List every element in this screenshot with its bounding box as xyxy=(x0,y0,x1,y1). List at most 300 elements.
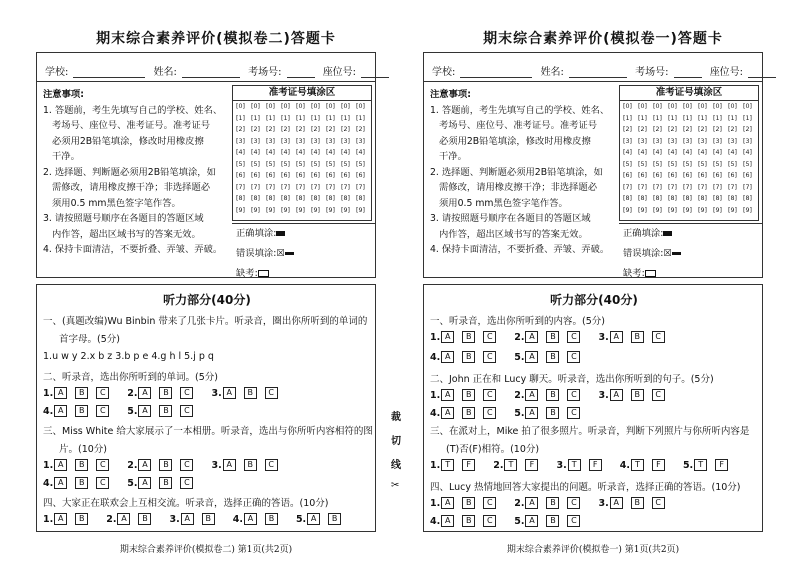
exam-digit-bubble[interactable]: [5] xyxy=(296,160,305,168)
question-number: 4. xyxy=(232,513,243,525)
option-bubble-c[interactable]: C xyxy=(96,387,109,399)
option-bubble-a[interactable]: A xyxy=(441,389,454,401)
exam-digit-bubble[interactable]: [0] xyxy=(341,103,350,110)
exam-digit-bubble[interactable]: [3] xyxy=(743,137,752,145)
exam-digit-bubble[interactable]: [2] xyxy=(668,126,677,133)
listening-title: 听力部分(40分) xyxy=(163,293,251,307)
exam-digit-bubble[interactable]: [8] xyxy=(311,195,320,202)
option-bubble-a[interactable]: A xyxy=(525,515,538,527)
option-bubble-a[interactable]: A xyxy=(54,459,67,471)
exam-digit-bubble[interactable]: [1] xyxy=(356,114,365,122)
exam-digit-bubble[interactable]: [1] xyxy=(251,114,260,122)
exam-digit-bubble[interactable]: [4] xyxy=(698,149,707,156)
answer-group xyxy=(430,407,504,419)
option-bubble-a[interactable]: A xyxy=(525,351,538,363)
exam-digit-bubble[interactable]: [1] xyxy=(266,114,275,122)
exam-digit-bubble[interactable]: [4] xyxy=(728,149,737,156)
option-bubble-c[interactable]: C xyxy=(96,477,109,489)
exam-digit-bubble[interactable]: [9] xyxy=(668,206,677,214)
exam-digit-bubble[interactable]: [2] xyxy=(638,126,647,133)
option-bubble-c[interactable]: C xyxy=(180,387,193,399)
exam-digit-bubble[interactable]: [0] xyxy=(326,103,335,110)
exam-digit-bubble[interactable]: [8] xyxy=(638,195,647,202)
exam-digit-bubble[interactable]: [8] xyxy=(683,195,692,202)
exam-digit-bubble[interactable]: [8] xyxy=(668,195,677,202)
exam-digit-bubble[interactable]: [7] xyxy=(281,183,290,191)
question-text: 一、(真题改编)Wu Binbin 带来了几张卡片。听录音，圈出你所听到的单词的 xyxy=(43,316,368,327)
exam-digit-bubble[interactable]: [6] xyxy=(638,172,647,179)
exam-digit-bubble[interactable]: [2] xyxy=(653,126,662,133)
option-bubble-b[interactable]: B xyxy=(75,459,88,471)
option-bubble-c[interactable]: C xyxy=(567,331,580,343)
exam-digit-bubble[interactable]: [5] xyxy=(326,160,335,168)
exam-digit-bubble[interactable]: [7] xyxy=(623,183,632,191)
exam-digit-bubble[interactable]: [5] xyxy=(653,160,662,168)
option-bubble-t[interactable]: T xyxy=(504,459,517,471)
exam-digit-bubble[interactable]: [1] xyxy=(638,114,647,122)
exam-digit-bubble[interactable]: [0] xyxy=(698,103,707,110)
exam-digit-bubble[interactable]: [1] xyxy=(296,114,305,122)
exam-digit-bubble[interactable]: [1] xyxy=(236,114,245,122)
option-bubble-a[interactable]: A xyxy=(223,387,236,399)
option-bubble-b[interactable]: B xyxy=(75,405,88,417)
option-bubble-c[interactable]: C xyxy=(265,459,278,471)
exam-digit-bubble[interactable]: [0] xyxy=(743,103,752,110)
exam-digit-bubble[interactable]: [3] xyxy=(326,137,335,145)
exam-digit-bubble[interactable]: [2] xyxy=(236,126,245,133)
name-field[interactable] xyxy=(569,67,627,78)
question-number: 4. xyxy=(43,477,54,489)
exam-digit-bubble[interactable]: [2] xyxy=(683,126,692,133)
exam-digit-bubble[interactable]: [6] xyxy=(356,172,365,179)
exam-digit-bubble[interactable]: [2] xyxy=(356,126,365,133)
option-bubble-a[interactable]: A xyxy=(138,459,151,471)
exam-digit-bubble[interactable]: [1] xyxy=(743,114,752,122)
option-bubble-b[interactable]: B xyxy=(631,331,644,343)
option-bubble-c[interactable]: C xyxy=(180,405,193,417)
exam-digit-bubble[interactable]: [7] xyxy=(698,183,707,191)
exam-digit-bubble[interactable]: [5] xyxy=(698,160,707,168)
option-bubble-a[interactable]: A xyxy=(138,477,151,489)
exam-digit-bubble[interactable]: [6] xyxy=(251,172,260,179)
school-field[interactable] xyxy=(73,67,145,78)
option-bubble-c[interactable]: C xyxy=(567,407,580,419)
exam-digit-bubble[interactable]: [1] xyxy=(653,114,662,122)
option-bubble-a[interactable]: A xyxy=(441,331,454,343)
exam-digit-bubble[interactable]: [9] xyxy=(728,206,737,214)
exam-digit-bubble[interactable]: [3] xyxy=(251,137,260,145)
exam-digit-bubble[interactable]: [4] xyxy=(623,149,632,156)
option-bubble-c[interactable]: C xyxy=(652,497,665,509)
exam-digit-bubble[interactable]: [3] xyxy=(296,137,305,145)
exam-digit-bubble[interactable]: [4] xyxy=(638,149,647,156)
option-bubble-b[interactable]: B xyxy=(546,331,559,343)
question-text: 一、听录音，选出你所听到的内容。(5分) xyxy=(430,316,605,327)
exam-digit-bubble[interactable]: [0] xyxy=(236,103,245,110)
exam-digit-bubble[interactable]: [3] xyxy=(266,137,275,145)
exam-digit-bubble[interactable]: [7] xyxy=(743,183,752,191)
option-bubble-f[interactable]: F xyxy=(715,459,728,471)
exam-digit-bubble[interactable]: [1] xyxy=(683,114,692,122)
option-bubble-b[interactable]: B xyxy=(546,407,559,419)
option-bubble-b[interactable]: B xyxy=(546,497,559,509)
option-bubble-c[interactable]: C xyxy=(180,477,193,489)
exam-digit-bubble[interactable]: [2] xyxy=(341,126,350,133)
exam-digit-bubble[interactable]: [0] xyxy=(281,103,290,110)
exam-digit-bubble[interactable]: [1] xyxy=(713,114,722,122)
exam-digit-bubble[interactable]: [8] xyxy=(326,195,335,202)
exam-digit-bubble[interactable]: [3] xyxy=(668,137,677,145)
exam-digit-bubble[interactable]: [8] xyxy=(236,195,245,202)
exam-digit-bubble[interactable]: [6] xyxy=(668,172,677,179)
exam-digit-bubble[interactable]: [2] xyxy=(266,126,275,133)
exam-digit-bubble[interactable]: [9] xyxy=(623,206,632,214)
exam-digit-bubble[interactable]: [5] xyxy=(341,160,350,168)
exam-digit-bubble[interactable]: [1] xyxy=(668,114,677,122)
exam-digit-bubble[interactable]: [1] xyxy=(281,114,290,122)
exam-digit-bubble[interactable]: [5] xyxy=(266,160,275,168)
option-bubble-c[interactable]: C xyxy=(483,407,496,419)
exam-digit-bubble[interactable]: [4] xyxy=(251,149,260,156)
exam-digit-bubble[interactable]: [6] xyxy=(713,172,722,179)
room-field[interactable] xyxy=(287,67,315,78)
exam-digit-bubble[interactable]: [4] xyxy=(281,149,290,156)
exam-digit-bubble[interactable]: [9] xyxy=(698,206,707,214)
exam-digit-bubble[interactable]: [6] xyxy=(698,172,707,179)
exam-digit-bubble[interactable]: [6] xyxy=(728,172,737,179)
option-bubble-b[interactable]: B xyxy=(462,351,475,363)
exam-digit-bubble[interactable]: [9] xyxy=(341,206,350,214)
exam-digit-bubble[interactable]: [6] xyxy=(281,172,290,179)
option-bubble-a[interactable]: A xyxy=(525,497,538,509)
option-bubble-a[interactable]: A xyxy=(54,513,67,525)
exam-digit-bubble[interactable]: [2] xyxy=(281,126,290,133)
option-bubble-f[interactable]: F xyxy=(525,459,538,471)
option-bubble-b[interactable]: B xyxy=(159,405,172,417)
seat-field[interactable] xyxy=(748,67,776,78)
exam-digit-bubble[interactable]: [4] xyxy=(713,149,722,156)
option-bubble-c[interactable]: C xyxy=(483,331,496,343)
exam-digit-bubble[interactable]: [3] xyxy=(341,137,350,145)
absent-box[interactable] xyxy=(258,270,269,277)
exam-digit-bubble[interactable]: [7] xyxy=(728,183,737,191)
exam-digit-bubble[interactable]: [2] xyxy=(728,126,737,133)
exam-digit-bubble[interactable]: [5] xyxy=(743,160,752,168)
exam-digit-bubble[interactable]: [7] xyxy=(683,183,692,191)
exam-digit-bubble[interactable]: [5] xyxy=(236,160,245,168)
exam-digit-bubble[interactable]: [7] xyxy=(713,183,722,191)
exam-digit-bubble[interactable]: [8] xyxy=(356,195,365,202)
option-bubble-b[interactable]: B xyxy=(462,407,475,419)
option-bubble-a[interactable]: A xyxy=(223,459,236,471)
option-bubble-b[interactable]: B xyxy=(328,513,341,525)
option-bubble-t[interactable]: T xyxy=(568,459,581,471)
exam-digit-bubble[interactable]: [7] xyxy=(356,183,365,191)
exam-digit-bubble[interactable]: [9] xyxy=(638,206,647,214)
exam-digit-bubble[interactable]: [0] xyxy=(668,103,677,110)
option-bubble-c[interactable]: C xyxy=(567,389,580,401)
option-bubble-a[interactable]: A xyxy=(181,513,194,525)
answer-group xyxy=(211,387,285,399)
exam-digit-bubble[interactable]: [7] xyxy=(638,183,647,191)
exam-digit-bubble[interactable]: [9] xyxy=(311,206,320,214)
option-bubble-b[interactable]: B xyxy=(546,351,559,363)
option-bubble-c[interactable]: C xyxy=(96,459,109,471)
question-number: 4. xyxy=(430,407,441,419)
option-bubble-a[interactable]: A xyxy=(525,389,538,401)
exam-digit-bubble[interactable]: [7] xyxy=(341,183,350,191)
exam-digit-bubble[interactable]: [4] xyxy=(356,149,365,156)
exam-digit-bubble[interactable]: [6] xyxy=(236,172,245,179)
exam-digit-bubble[interactable]: [4] xyxy=(296,149,305,156)
exam-digit-bubble[interactable]: [8] xyxy=(713,195,722,202)
exam-digit-bubble[interactable]: [2] xyxy=(713,126,722,133)
exam-digit-bubble[interactable]: [6] xyxy=(743,172,752,179)
option-bubble-c[interactable]: C xyxy=(96,405,109,417)
option-bubble-c[interactable]: C xyxy=(567,497,580,509)
exam-digit-bubble[interactable]: [3] xyxy=(623,137,632,145)
exam-digit-bubble[interactable]: [5] xyxy=(683,160,692,168)
option-bubble-b[interactable]: B xyxy=(631,497,644,509)
option-bubble-b[interactable]: B xyxy=(244,387,257,399)
page-footer: 期末综合素养评价(模拟卷二) 第1页(共2页) xyxy=(119,545,293,555)
exam-digit-bubble[interactable]: [9] xyxy=(743,206,752,214)
exam-digit-bubble[interactable]: [0] xyxy=(251,103,260,110)
option-bubble-b[interactable]: B xyxy=(462,331,475,343)
option-bubble-b[interactable]: B xyxy=(159,387,172,399)
exam-digit-bubble[interactable]: [4] xyxy=(653,149,662,156)
exam-digit-bubble[interactable]: [7] xyxy=(311,183,320,191)
exam-digit-bubble[interactable]: [0] xyxy=(311,103,320,110)
exam-digit-bubble[interactable]: [3] xyxy=(683,137,692,145)
option-bubble-c[interactable]: C xyxy=(483,497,496,509)
exam-digit-bubble[interactable]: [6] xyxy=(683,172,692,179)
option-bubble-b[interactable]: B xyxy=(75,513,88,525)
option-bubble-a[interactable]: A xyxy=(610,389,623,401)
exam-digit-bubble[interactable]: [6] xyxy=(653,172,662,179)
option-bubble-c[interactable]: C xyxy=(483,351,496,363)
option-bubble-b[interactable]: B xyxy=(75,477,88,489)
exam-digit-bubble[interactable]: [2] xyxy=(623,126,632,133)
option-bubble-b[interactable]: B xyxy=(462,389,475,401)
exam-digit-bubble[interactable]: [0] xyxy=(653,103,662,110)
exam-digit-bubble[interactable]: [7] xyxy=(236,183,245,191)
exam-digit-bubble[interactable]: [6] xyxy=(311,172,320,179)
option-bubble-a[interactable]: A xyxy=(441,497,454,509)
option-bubble-a[interactable]: A xyxy=(525,331,538,343)
exam-digit-bubble[interactable]: [8] xyxy=(266,195,275,202)
option-bubble-a[interactable]: A xyxy=(138,405,151,417)
exam-digit-bubble[interactable]: [1] xyxy=(698,114,707,122)
option-bubble-b[interactable]: B xyxy=(75,387,88,399)
option-bubble-f[interactable]: F xyxy=(462,459,475,471)
option-bubble-b[interactable]: B xyxy=(462,497,475,509)
option-bubble-a[interactable]: A xyxy=(441,351,454,363)
option-bubble-a[interactable]: A xyxy=(117,513,130,525)
option-bubble-c[interactable]: C xyxy=(652,389,665,401)
option-bubble-f[interactable]: F xyxy=(589,459,602,471)
exam-number-bubbles[interactable] xyxy=(620,100,758,220)
seat-field[interactable] xyxy=(361,67,389,78)
exam-digit-bubble[interactable]: [4] xyxy=(341,149,350,156)
exam-digit-bubble[interactable]: [4] xyxy=(668,149,677,156)
option-bubble-a[interactable]: A xyxy=(610,331,623,343)
exam-digit-bubble[interactable]: [7] xyxy=(251,183,260,191)
exam-digit-bubble[interactable]: [3] xyxy=(281,137,290,145)
exam-digit-bubble[interactable]: [8] xyxy=(743,195,752,202)
option-bubble-t[interactable]: T xyxy=(694,459,707,471)
exam-digit-bubble[interactable]: [6] xyxy=(623,172,632,179)
exam-digit-bubble[interactable]: [9] xyxy=(296,206,305,214)
option-bubble-a[interactable]: A xyxy=(54,387,67,399)
exam-digit-bubble[interactable]: [0] xyxy=(266,103,275,110)
exam-digit-bubble[interactable]: [5] xyxy=(281,160,290,168)
exam-digit-bubble[interactable]: [9] xyxy=(653,206,662,214)
exam-digit-bubble[interactable]: [2] xyxy=(296,126,305,133)
exam-digit-bubble[interactable]: [4] xyxy=(236,149,245,156)
exam-digit-bubble[interactable]: [3] xyxy=(638,137,647,145)
exam-digit-bubble[interactable]: [6] xyxy=(326,172,335,179)
option-bubble-a[interactable]: A xyxy=(54,405,67,417)
exam-digit-bubble[interactable]: [3] xyxy=(236,137,245,145)
option-bubble-b[interactable]: B xyxy=(546,515,559,527)
exam-digit-bubble[interactable]: [4] xyxy=(326,149,335,156)
exam-digit-bubble[interactable]: [3] xyxy=(311,137,320,145)
option-bubble-a[interactable]: A xyxy=(138,387,151,399)
exam-digit-bubble[interactable]: [9] xyxy=(356,206,365,214)
option-bubble-c[interactable]: C xyxy=(652,331,665,343)
exam-digit-bubble[interactable]: [0] xyxy=(683,103,692,110)
option-bubble-b[interactable]: B xyxy=(138,513,151,525)
option-bubble-a[interactable]: A xyxy=(525,407,538,419)
exam-digit-bubble[interactable]: [7] xyxy=(653,183,662,191)
exam-digit-bubble[interactable]: [7] xyxy=(326,183,335,191)
option-bubble-t[interactable]: T xyxy=(631,459,644,471)
exam-digit-bubble[interactable]: [0] xyxy=(623,103,632,110)
exam-digit-bubble[interactable]: [8] xyxy=(623,195,632,202)
exam-digit-bubble[interactable]: [9] xyxy=(251,206,260,214)
option-bubble-b[interactable]: B xyxy=(631,389,644,401)
exam-digit-bubble[interactable]: [8] xyxy=(653,195,662,202)
exam-digit-bubble[interactable]: [9] xyxy=(713,206,722,214)
exam-digit-bubble[interactable]: [9] xyxy=(683,206,692,214)
exam-digit-bubble[interactable]: [0] xyxy=(356,103,365,110)
exam-digit-bubble[interactable]: [5] xyxy=(623,160,632,168)
exam-digit-bubble[interactable]: [6] xyxy=(266,172,275,179)
exam-digit-bubble[interactable]: [5] xyxy=(356,160,365,168)
option-bubble-b[interactable]: B xyxy=(159,459,172,471)
exam-digit-bubble[interactable]: [3] xyxy=(713,137,722,145)
exam-digit-bubble[interactable]: [7] xyxy=(668,183,677,191)
exam-digit-bubble[interactable]: [8] xyxy=(251,195,260,202)
exam-digit-bubble[interactable]: [4] xyxy=(743,149,752,156)
exam-digit-bubble[interactable]: [1] xyxy=(326,114,335,122)
option-bubble-c[interactable]: C xyxy=(567,515,580,527)
exam-digit-bubble[interactable]: [0] xyxy=(713,103,722,110)
exam-digit-bubble[interactable]: [2] xyxy=(311,126,320,133)
exam-digit-bubble[interactable]: [3] xyxy=(728,137,737,145)
exam-digit-bubble[interactable]: [1] xyxy=(623,114,632,122)
exam-digit-bubble[interactable]: [8] xyxy=(296,195,305,202)
exam-digit-bubble[interactable]: [9] xyxy=(236,206,245,214)
exam-digit-bubble[interactable]: [6] xyxy=(341,172,350,179)
exam-digit-bubble[interactable]: [1] xyxy=(728,114,737,122)
option-bubble-b[interactable]: B xyxy=(159,477,172,489)
exam-digit-bubble[interactable]: [2] xyxy=(698,126,707,133)
exam-digit-bubble[interactable]: [4] xyxy=(266,149,275,156)
exam-digit-bubble[interactable]: [5] xyxy=(251,160,260,168)
exam-digit-bubble[interactable]: [2] xyxy=(743,126,752,133)
exam-digit-bubble[interactable]: [1] xyxy=(311,114,320,122)
absent-box[interactable] xyxy=(645,270,656,277)
exam-digit-bubble[interactable]: [7] xyxy=(296,183,305,191)
notice-item: 考场号、座位号、准考证号。准考证号 xyxy=(439,120,598,131)
exam-digit-bubble[interactable]: [5] xyxy=(713,160,722,168)
option-bubble-a[interactable]: A xyxy=(244,513,257,525)
exam-digit-bubble[interactable]: [1] xyxy=(341,114,350,122)
room-field[interactable] xyxy=(674,67,702,78)
option-bubble-f[interactable]: F xyxy=(652,459,665,471)
option-bubble-a[interactable]: A xyxy=(54,477,67,489)
exam-digit-bubble[interactable]: [4] xyxy=(311,149,320,156)
exam-digit-bubble[interactable]: [8] xyxy=(698,195,707,202)
option-bubble-c[interactable]: C xyxy=(180,459,193,471)
option-bubble-c[interactable]: C xyxy=(265,387,278,399)
exam-digit-bubble[interactable]: [4] xyxy=(683,149,692,156)
name-field[interactable] xyxy=(182,67,240,78)
school-field[interactable] xyxy=(460,67,532,78)
exam-digit-bubble[interactable]: [2] xyxy=(326,126,335,133)
option-bubble-b[interactable]: B xyxy=(546,389,559,401)
exam-digit-bubble[interactable]: [9] xyxy=(326,206,335,214)
option-bubble-c[interactable]: C xyxy=(567,351,580,363)
exam-digit-bubble[interactable]: [9] xyxy=(281,206,290,214)
option-bubble-a[interactable]: A xyxy=(441,515,454,527)
option-bubble-c[interactable]: C xyxy=(483,515,496,527)
exam-digit-bubble[interactable]: [9] xyxy=(266,206,275,214)
notice xyxy=(43,87,233,258)
exam-digit-bubble[interactable]: [3] xyxy=(653,137,662,145)
exam-digit-bubble[interactable]: [8] xyxy=(728,195,737,202)
option-bubble-a[interactable]: A xyxy=(441,407,454,419)
exam-digit-bubble[interactable]: [5] xyxy=(668,160,677,168)
exam-digit-bubble[interactable]: [7] xyxy=(266,183,275,191)
exam-digit-bubble[interactable]: [3] xyxy=(356,137,365,145)
exam-digit-bubble[interactable]: [3] xyxy=(698,137,707,145)
exam-digit-bubble[interactable]: [5] xyxy=(728,160,737,168)
option-bubble-t[interactable]: T xyxy=(441,459,454,471)
option-bubble-a[interactable]: A xyxy=(307,513,320,525)
option-bubble-b[interactable]: B xyxy=(244,459,257,471)
option-bubble-b[interactable]: B xyxy=(202,513,215,525)
exam-digit-bubble[interactable]: [5] xyxy=(311,160,320,168)
option-bubble-b[interactable]: B xyxy=(265,513,278,525)
exam-digit-bubble[interactable]: [5] xyxy=(638,160,647,168)
cut-line-label: 线 xyxy=(391,460,401,471)
exam-digit-bubble[interactable]: [8] xyxy=(341,195,350,202)
exam-number-bubbles[interactable] xyxy=(233,100,371,220)
exam-digit-bubble[interactable]: [2] xyxy=(251,126,260,133)
exam-digit-bubble[interactable]: [0] xyxy=(296,103,305,110)
marking-samples xyxy=(619,223,763,284)
exam-digit-bubble[interactable]: [6] xyxy=(296,172,305,179)
exam-digit-bubble[interactable]: [8] xyxy=(281,195,290,202)
exam-digit-bubble[interactable]: [0] xyxy=(638,103,647,110)
option-bubble-c[interactable]: C xyxy=(483,389,496,401)
exam-digit-bubble[interactable]: [0] xyxy=(728,103,737,110)
option-bubble-b[interactable]: B xyxy=(462,515,475,527)
option-bubble-a[interactable]: A xyxy=(610,497,623,509)
